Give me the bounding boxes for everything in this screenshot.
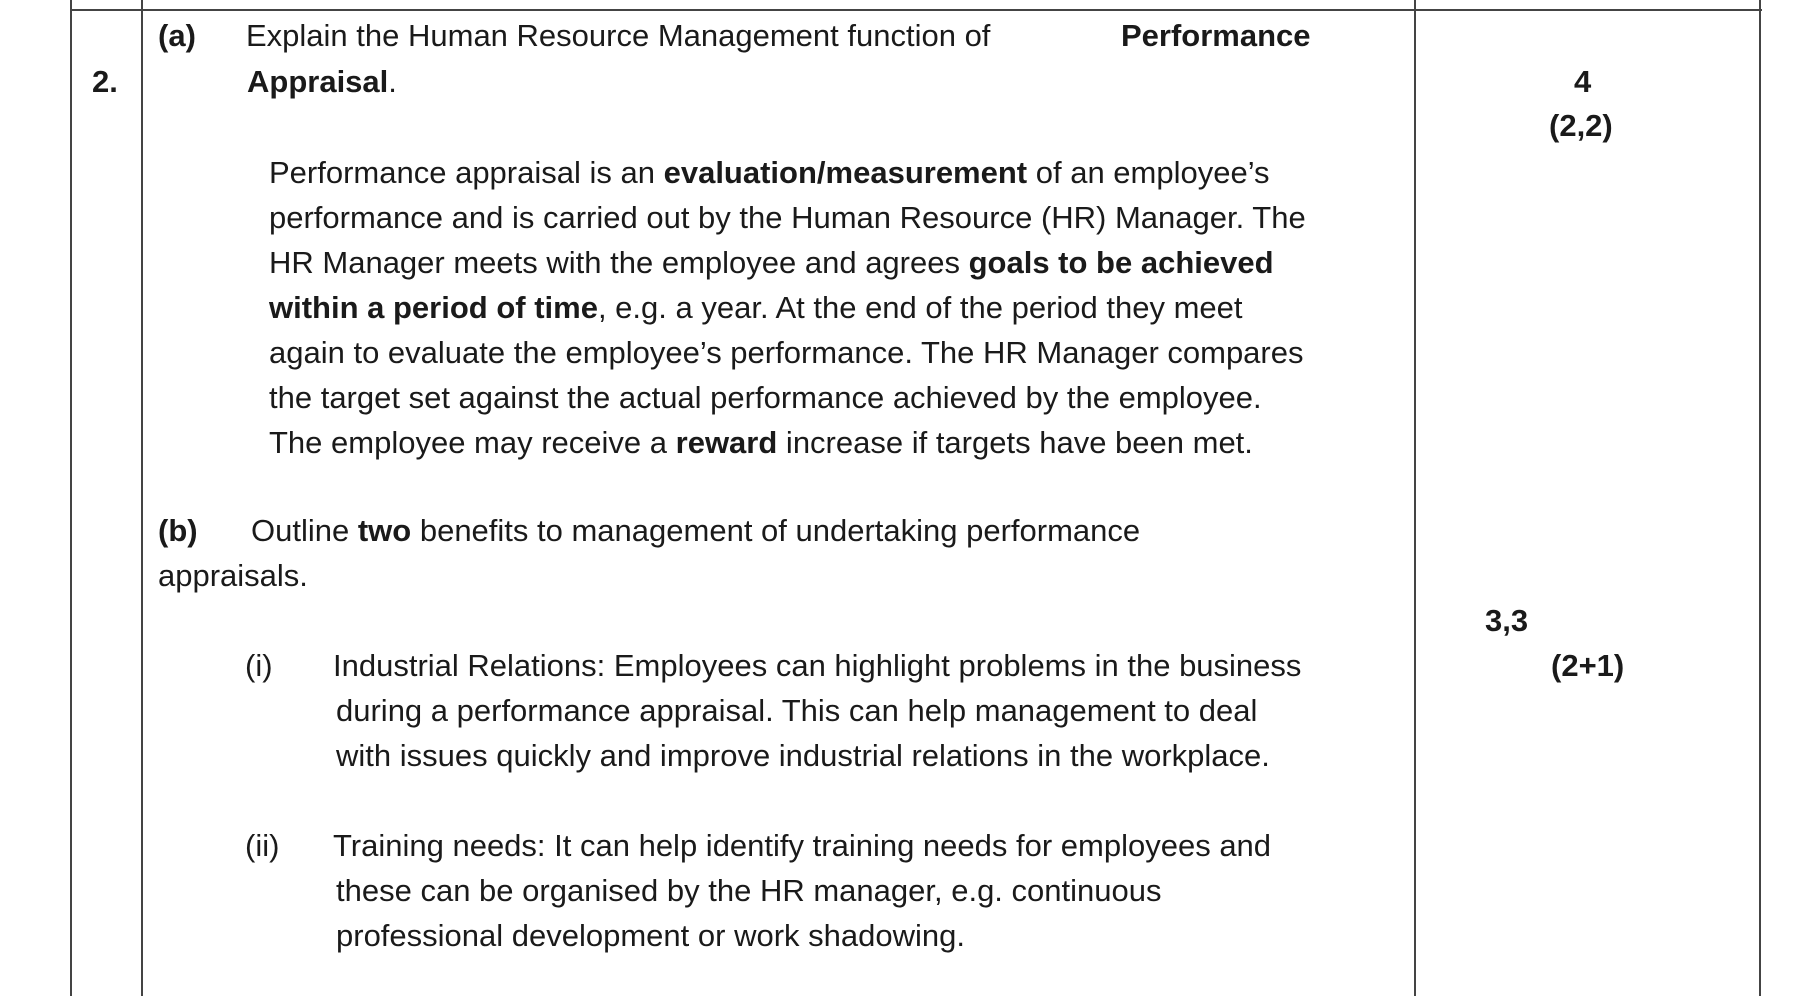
point-ii-line-2: these can be organised by the HR manager, e.g. continuous — [336, 873, 1162, 908]
part-b-prompt-line2: appraisals. — [158, 558, 308, 593]
answer-keyword: within a period of time — [269, 290, 598, 325]
point-i-line-2: during a performance appraisal. This can help management to deal — [336, 693, 1258, 728]
prompt-keyword: two — [357, 513, 412, 548]
question-number: 2. — [92, 64, 118, 99]
answer-keyword: reward — [675, 425, 778, 460]
part-a-prompt-line2 — [247, 66, 397, 97]
marks-column-divider — [1414, 0, 1416, 996]
answer-text: , e.g. a year. At the end of the period they meet — [597, 290, 1243, 325]
answer-text: Performance appraisal is an — [269, 155, 664, 190]
part-b-prompt — [251, 515, 1140, 546]
number-column-divider — [141, 0, 143, 996]
prompt-text: benefits to management of undertaking performance — [411, 513, 1141, 548]
point-i-line-1: Industrial Relations: Employees can highlight problems in the business — [333, 648, 1302, 683]
answer-text: HR Manager meets with the employee and agrees — [269, 245, 969, 280]
answer-text: increase if targets have been met. — [777, 425, 1253, 460]
part-a-marks-breakdown: (2,2) — [1549, 108, 1613, 143]
answer-keyword: goals to be achieved — [968, 245, 1274, 280]
answer-line: again to evaluate the employee’s performance. The HR Manager compares — [269, 335, 1304, 370]
table-top-border — [70, 9, 1762, 11]
answer-keyword: evaluation/measurement — [663, 155, 1028, 190]
answer-text: The employee may receive a — [269, 425, 676, 460]
point-i-label: (i) — [245, 648, 273, 683]
table-right-border — [1759, 0, 1761, 996]
part-a-prompt-bold-2: Appraisal — [247, 64, 389, 99]
part-a-prompt-bold: Performance — [1121, 18, 1311, 53]
part-a-label: (a) — [158, 18, 196, 53]
answer-text: of an employee’s — [1027, 155, 1270, 190]
part-b-label: (b) — [158, 513, 198, 548]
point-i-line-3: with issues quickly and improve industrial relations in the workplace. — [336, 738, 1270, 773]
answer-line — [269, 420, 1399, 465]
answer-line — [269, 285, 1399, 330]
answer-line: the target set against the actual performance achieved by the employee. — [269, 380, 1262, 415]
answer-line — [269, 150, 1399, 195]
part-b-marks-breakdown: (2+1) — [1551, 648, 1625, 683]
part-a-marks-total: 4 — [1574, 64, 1592, 99]
answer-line — [269, 240, 1399, 285]
point-ii-line-1: Training needs: It can help identify training needs for employees and — [333, 828, 1272, 863]
point-ii-label: (ii) — [245, 828, 280, 863]
point-ii-line-3: professional development or work shadowing. — [336, 918, 965, 953]
part-a-prompt-end: . — [388, 64, 397, 99]
part-b-marks-total: 3,3 — [1485, 603, 1529, 638]
part-a-prompt: Explain the Human Resource Management function of — [246, 18, 991, 53]
table-left-border — [70, 0, 72, 996]
part-a-answer — [269, 150, 1399, 465]
prompt-text: Outline — [251, 513, 358, 548]
answer-line: performance and is carried out by the Human Resource (HR) Manager. The — [269, 200, 1306, 235]
